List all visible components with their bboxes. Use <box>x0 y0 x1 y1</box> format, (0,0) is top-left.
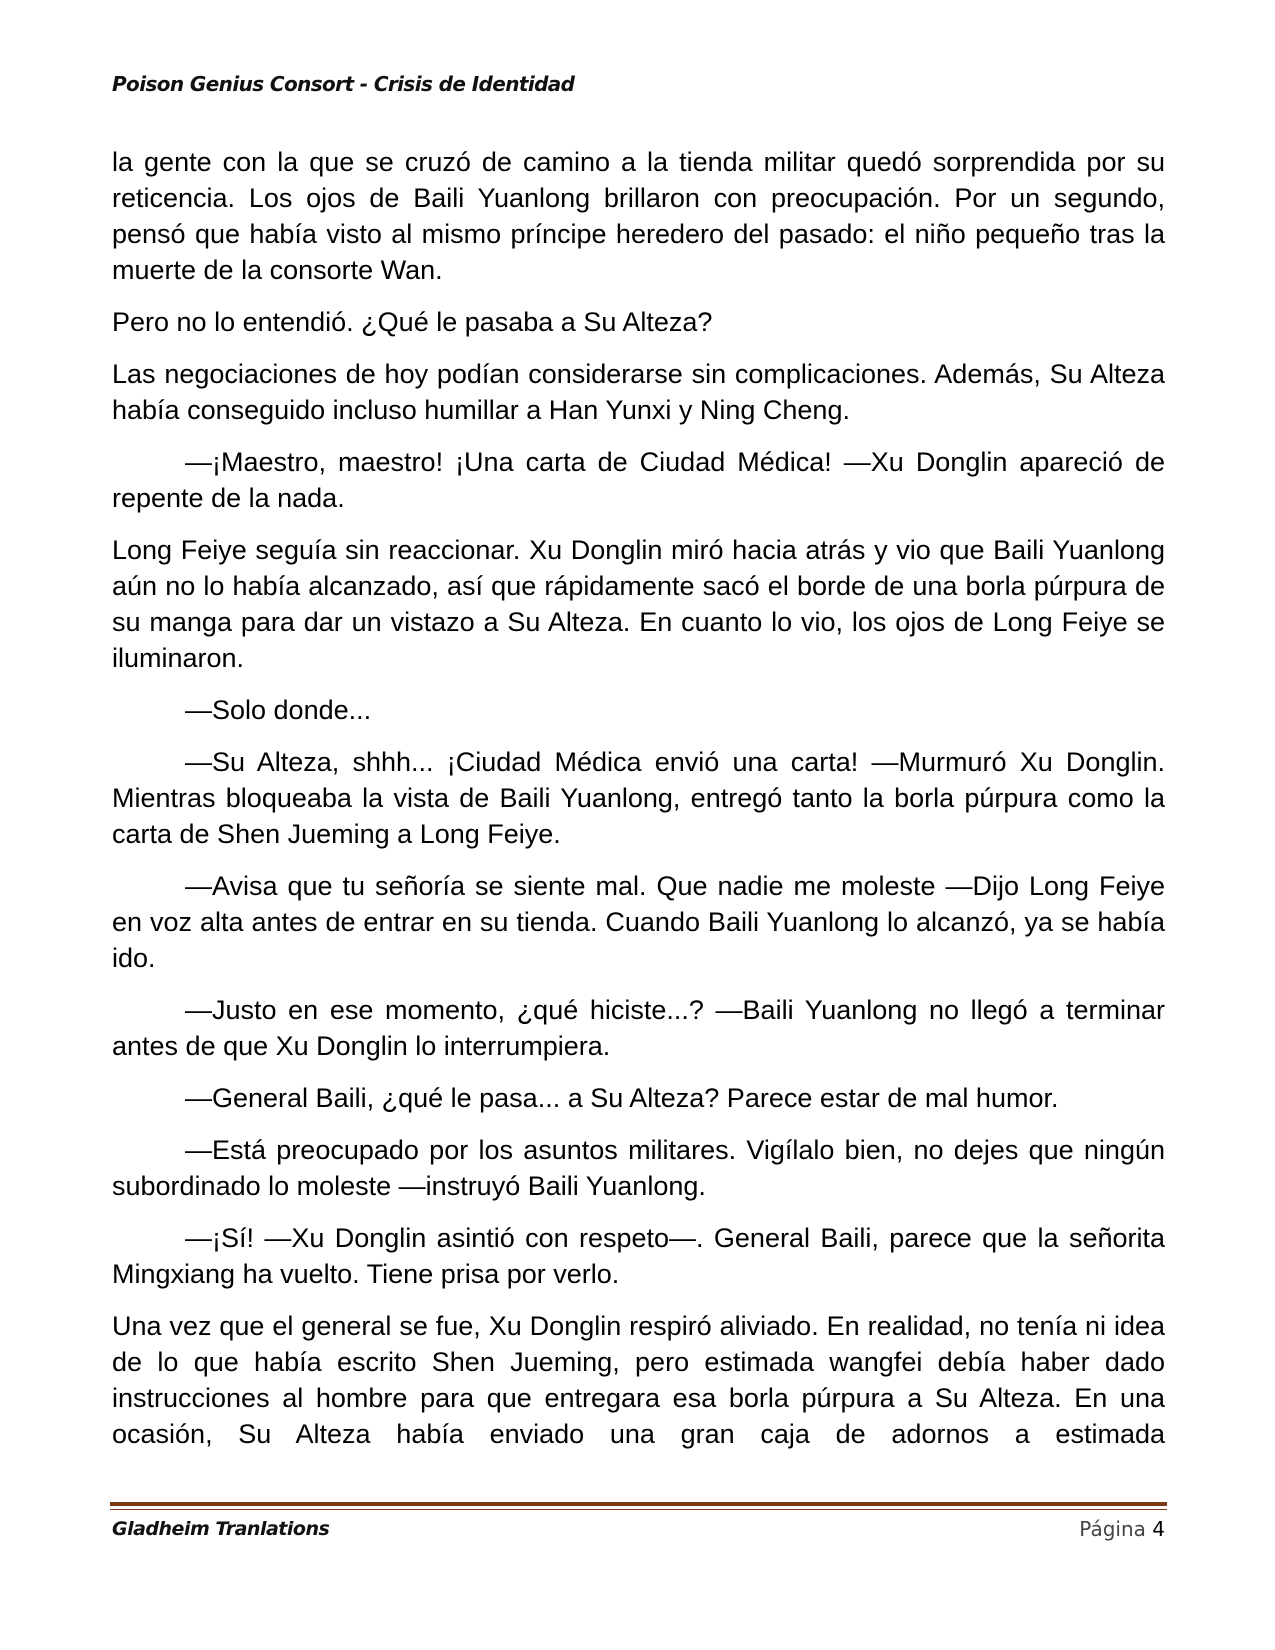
page-number: 4 <box>1152 1517 1165 1541</box>
paragraph: —Avisa que tu señoría se siente mal. Que nadie me moleste —Dijo Long Feiye en voz alta antes de entrar en su tienda. Cuando Baili Yuanlong lo alcanzó, ya se había ido. <box>112 871 1165 973</box>
page-number-label <box>1079 1517 1165 1541</box>
paragraph: la gente con la que se cruzó de camino a la tienda militar quedó sorprendida por su reticencia. Los ojos de Baili Yuanlong brillaron con preocupación. Por un segundo, pensó que había visto al mismo príncipe heredero del pasado: el niño pequeño tras la muerte de la consorte Wan. <box>112 147 1165 285</box>
paragraph: —¡Sí! —Xu Donglin asintió con respeto—. General Baili, parece que la señorita Mingxiang ha vuelto. Tiene prisa por verlo. <box>112 1223 1165 1289</box>
paragraph: Una vez que el general se fue, Xu Donglin respiró aliviado. En realidad, no tenía ni idea de lo que había escrito Shen Jueming, pero estimada wangfei debía haber dado instrucciones al hombre para que entregara esa borla púrpura a Su Alteza. En una ocasión, Su Alteza había enviado una gran caja de adornos a estimada <box>112 1311 1165 1449</box>
paragraph: —¡Maestro, maestro! ¡Una carta de Ciudad Médica! —Xu Donglin apareció de repente de la nada. <box>112 447 1165 513</box>
paragraph: Pero no lo entendió. ¿Qué le pasaba a Su Alteza? <box>112 307 713 337</box>
paragraph: —General Baili, ¿qué le pasa... a Su Alteza? Parece estar de mal humor. <box>185 1083 1059 1113</box>
running-header: Poison Genius Consort - Crisis de Identidad <box>112 72 575 96</box>
footer-rule <box>110 1502 1167 1506</box>
footer-rule-thin <box>110 1509 1167 1510</box>
paragraph: Long Feiye seguía sin reaccionar. Xu Donglin miró hacia atrás y vio que Baili Yuanlong aún no lo había alcanzado, así que rápidamente sacó el borde de una borla púrpura de su manga para dar un vistazo a Su Alteza. En cuanto lo vio, los ojos de Long Feiye se iluminaron. <box>112 535 1165 673</box>
document-body <box>112 144 1165 1452</box>
paragraph: —Su Alteza, shhh... ¡Ciudad Médica envió una carta! —Murmuró Xu Donglin. Mientras bloqueaba la vista de Baili Yuanlong, entregó tanto la borla púrpura como la carta de Shen Jueming a Long Feiye. <box>112 747 1165 849</box>
paragraph: —Está preocupado por los asuntos militares. Vigílalo bien, no dejes que ningún subordinado lo moleste —instruyó Baili Yuanlong. <box>112 1135 1165 1201</box>
paragraph: —Justo en ese momento, ¿qué hiciste...? —Baili Yuanlong no llegó a terminar antes de que Xu Donglin lo interrumpiera. <box>112 995 1165 1061</box>
paragraph: —Solo donde... <box>185 695 372 725</box>
footer-credit: Gladheim Tranlations <box>112 1518 330 1540</box>
page-label: Página <box>1079 1517 1146 1541</box>
paragraph: Las negociaciones de hoy podían considerarse sin complicaciones. Además, Su Alteza había conseguido incluso humillar a Han Yunxi y Ning Cheng. <box>112 359 1165 425</box>
